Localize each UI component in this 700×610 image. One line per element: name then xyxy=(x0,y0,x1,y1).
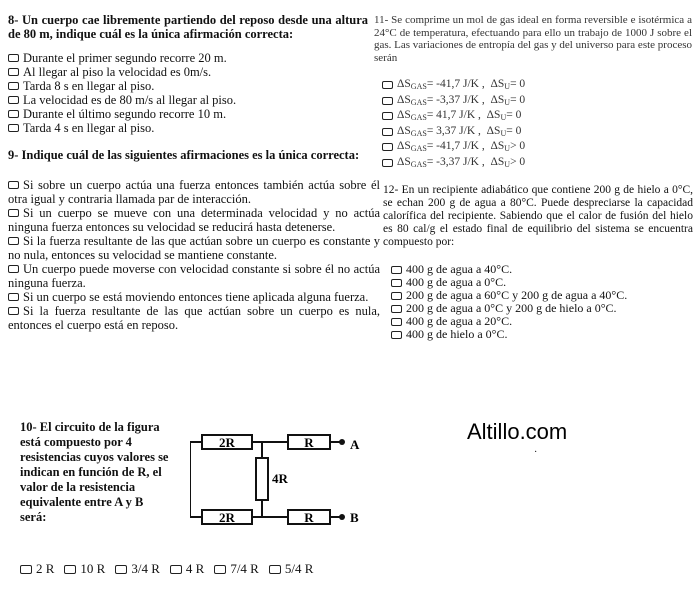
checkbox[interactable] xyxy=(8,293,19,301)
option-text: 4 R xyxy=(185,561,205,576)
q9-option-6[interactable] xyxy=(8,304,380,332)
checkbox[interactable] xyxy=(8,181,19,189)
checkbox[interactable] xyxy=(8,265,19,273)
label-r-bottom-left: 2R xyxy=(219,510,235,525)
q9-option-1[interactable] xyxy=(8,178,380,206)
checkbox[interactable] xyxy=(382,81,393,89)
option-text: Tarda 8 s en llegar al piso. xyxy=(23,79,155,93)
option-text: $\Delta S_{GAS}= -41,7$ J/K , $\Delta S_U= 0$ xyxy=(397,78,526,91)
option-text: Tarda 4 s en llegar al piso. xyxy=(23,121,155,135)
option-text: 400 g de agua a 40°C. xyxy=(406,262,513,276)
question-12 xyxy=(383,184,693,341)
checkbox[interactable] xyxy=(170,565,182,574)
option-text: Durante el primer segundo recorre 20 m. xyxy=(23,51,227,65)
q10-option-2[interactable] xyxy=(64,561,105,577)
question-8 xyxy=(8,13,368,135)
q8-option-3[interactable] xyxy=(8,79,368,93)
q10-option-1[interactable] xyxy=(20,561,54,577)
checkbox[interactable] xyxy=(382,143,393,151)
q12-option-6[interactable] xyxy=(391,328,693,341)
checkbox[interactable] xyxy=(391,305,402,313)
checkbox[interactable] xyxy=(115,565,127,574)
option-text: Si la fuerza resultante de las que actúan sobre un cuerpo es constante y no nula, entonces su velocidad se mantiene constante. xyxy=(8,234,380,262)
checkbox[interactable] xyxy=(382,128,393,136)
q9-option-4[interactable] xyxy=(8,262,380,290)
option-text: $\Delta S_{GAS}= -41,7$ J/K , $\Delta S_U> 0$ xyxy=(397,140,526,153)
checkbox[interactable] xyxy=(8,54,19,62)
question-8-heading: 8- Un cuerpo cae libremente partiendo del reposo desde una altura de 80 m, indique cuál es la única afirmación correcta: xyxy=(8,13,368,41)
checkbox[interactable] xyxy=(8,82,19,90)
question-9-heading: 9- Indique cuál de las siguientes afirmaciones es la única correcta: xyxy=(8,148,360,162)
q9-option-2[interactable] xyxy=(8,206,380,234)
option-text: 200 g de agua a 0°C y 200 g de hielo a 0°C. xyxy=(406,301,617,315)
checkbox[interactable] xyxy=(382,159,393,167)
q8-option-1[interactable] xyxy=(8,51,368,65)
node-a xyxy=(339,439,345,445)
option-text: Si un cuerpo se está moviendo entonces tiene aplicada alguna fuerza. xyxy=(23,290,369,304)
option-text: Durante el último segundo recorre 10 m. xyxy=(23,107,227,121)
checkbox[interactable] xyxy=(8,124,19,132)
q9-option-5[interactable] xyxy=(8,290,380,304)
q8-option-6[interactable] xyxy=(8,121,368,135)
checkbox[interactable] xyxy=(391,292,402,300)
node-b xyxy=(339,514,345,520)
checkbox[interactable] xyxy=(8,209,19,217)
q11-option-4[interactable] xyxy=(382,125,692,141)
checkbox[interactable] xyxy=(382,97,393,105)
checkbox[interactable] xyxy=(391,318,402,326)
question-10 xyxy=(20,420,172,525)
option-text: 400 g de agua a 0°C. xyxy=(406,275,507,289)
checkbox[interactable] xyxy=(8,68,19,76)
altillo-watermark: Altillo.com xyxy=(467,419,568,444)
label-r-middle: 4R xyxy=(272,471,288,486)
q11-option-3[interactable] xyxy=(382,109,692,125)
checkbox[interactable] xyxy=(391,266,402,274)
q8-option-4[interactable] xyxy=(8,93,368,107)
question-11 xyxy=(374,14,692,171)
option-text: Un cuerpo puede moverse con velocidad constante si sobre él no actúa ninguna fuerza. xyxy=(8,262,380,290)
resistor-middle xyxy=(256,458,268,500)
option-text: $\Delta S_{GAS}= -3,37$ J/K , $\Delta S_U= 0$ xyxy=(397,93,526,107)
q8-option-5[interactable] xyxy=(8,107,368,121)
q9-option-3[interactable] xyxy=(8,234,380,262)
option-text: 2 R xyxy=(36,561,55,576)
option-text: 10 R xyxy=(80,561,106,576)
option-text: 400 g de hielo a 0°C. xyxy=(406,327,508,341)
q11-option-5[interactable] xyxy=(382,140,692,156)
q10-option-6[interactable] xyxy=(269,561,314,577)
option-text: $\Delta S_{GAS}= -3,37$ J/K , $\Delta S_U> 0$ xyxy=(397,155,526,169)
option-text: $\Delta S_{GAS}= 3,37$ J/K , $\Delta S_U= 0$ xyxy=(397,124,522,138)
question-11-heading: 11- Se comprime un mol de gas ideal en forma reversible e isotérmica a 24°C de temperatura, efectuando para ello un trabajo de 1000 J sobre el gas. Las variaciones de entropía del gas y del universo para este proceso serán xyxy=(374,14,692,64)
checkbox[interactable] xyxy=(20,565,32,574)
checkbox[interactable] xyxy=(269,565,281,574)
checkbox[interactable] xyxy=(391,279,402,287)
q11-option-2[interactable] xyxy=(382,94,692,110)
checkbox[interactable] xyxy=(8,307,19,315)
option-text: 400 g de agua a 20°C. xyxy=(406,314,513,328)
label-r-top-right: R xyxy=(304,435,314,450)
checkbox[interactable] xyxy=(382,112,393,120)
label-r-top-left: 2R xyxy=(219,435,235,450)
checkbox[interactable] xyxy=(8,96,19,104)
q11-option-1[interactable] xyxy=(382,78,692,94)
q11-option-6[interactable] xyxy=(382,156,692,172)
label-r-bottom-right: R xyxy=(304,510,314,525)
option-text: 3/4 R xyxy=(131,561,160,576)
decorative-dot: · xyxy=(534,447,538,458)
option-text: Al llegar al piso la velocidad es 0m/s. xyxy=(23,65,212,79)
checkbox[interactable] xyxy=(214,565,226,574)
checkbox[interactable] xyxy=(391,331,402,339)
question-9 xyxy=(8,148,380,332)
option-text: 200 g de agua a 60°C y 200 g de agua a 40°C. xyxy=(406,288,628,302)
q10-option-3[interactable] xyxy=(115,561,160,577)
option-text: La velocidad es de 80 m/s al llegar al piso. xyxy=(23,93,237,107)
option-text: Si un cuerpo se mueve con una determinada velocidad y no actúa ninguna fuerza entonces su velocidad se reducirá hasta detenerse. xyxy=(8,206,380,234)
label-node-b: B xyxy=(350,510,359,525)
option-text: Si sobre un cuerpo actúa una fuerza entonces también actúa sobre él otra igual y contraria llamada par de interacción. xyxy=(8,178,380,206)
q8-option-2[interactable] xyxy=(8,65,368,79)
option-text: $\Delta S_{GAS}= 41,7$ J/K , $\Delta S_U= 0$ xyxy=(397,109,522,122)
label-node-a: A xyxy=(350,437,360,452)
q10-option-5[interactable] xyxy=(214,561,259,577)
checkbox[interactable] xyxy=(64,565,76,574)
option-text: 5/4 R xyxy=(284,561,314,576)
question-12-heading: 12- En un recipiente adiabático que contiene 200 g de hielo a 0°C, se echan 200 g de agua a 80°C. Puede despreciarse la capacidad calorífica del recipiente. Sabiendo que el calor de fusión del hielo es 80 cal/g el estado final de equilibrio del sistema se encuentra compuesto por: xyxy=(383,184,693,248)
checkbox[interactable] xyxy=(8,237,19,245)
question-10-heading: 10- El circuito de la figura está compuesto por 4 resistencias cuyos valores se indican en función de R, el valor de la resistencia equivalente entre A y B será: xyxy=(20,420,169,524)
checkbox[interactable] xyxy=(8,110,19,118)
question-10-options xyxy=(20,561,313,577)
circuit-diagram xyxy=(190,428,365,533)
option-text: Si la fuerza resultante de las que actúan sobre un cuerpo es nula, entonces el cuerpo está en reposo. xyxy=(8,304,380,332)
q10-option-4[interactable] xyxy=(170,561,204,577)
option-text: 7/4 R xyxy=(230,561,259,576)
